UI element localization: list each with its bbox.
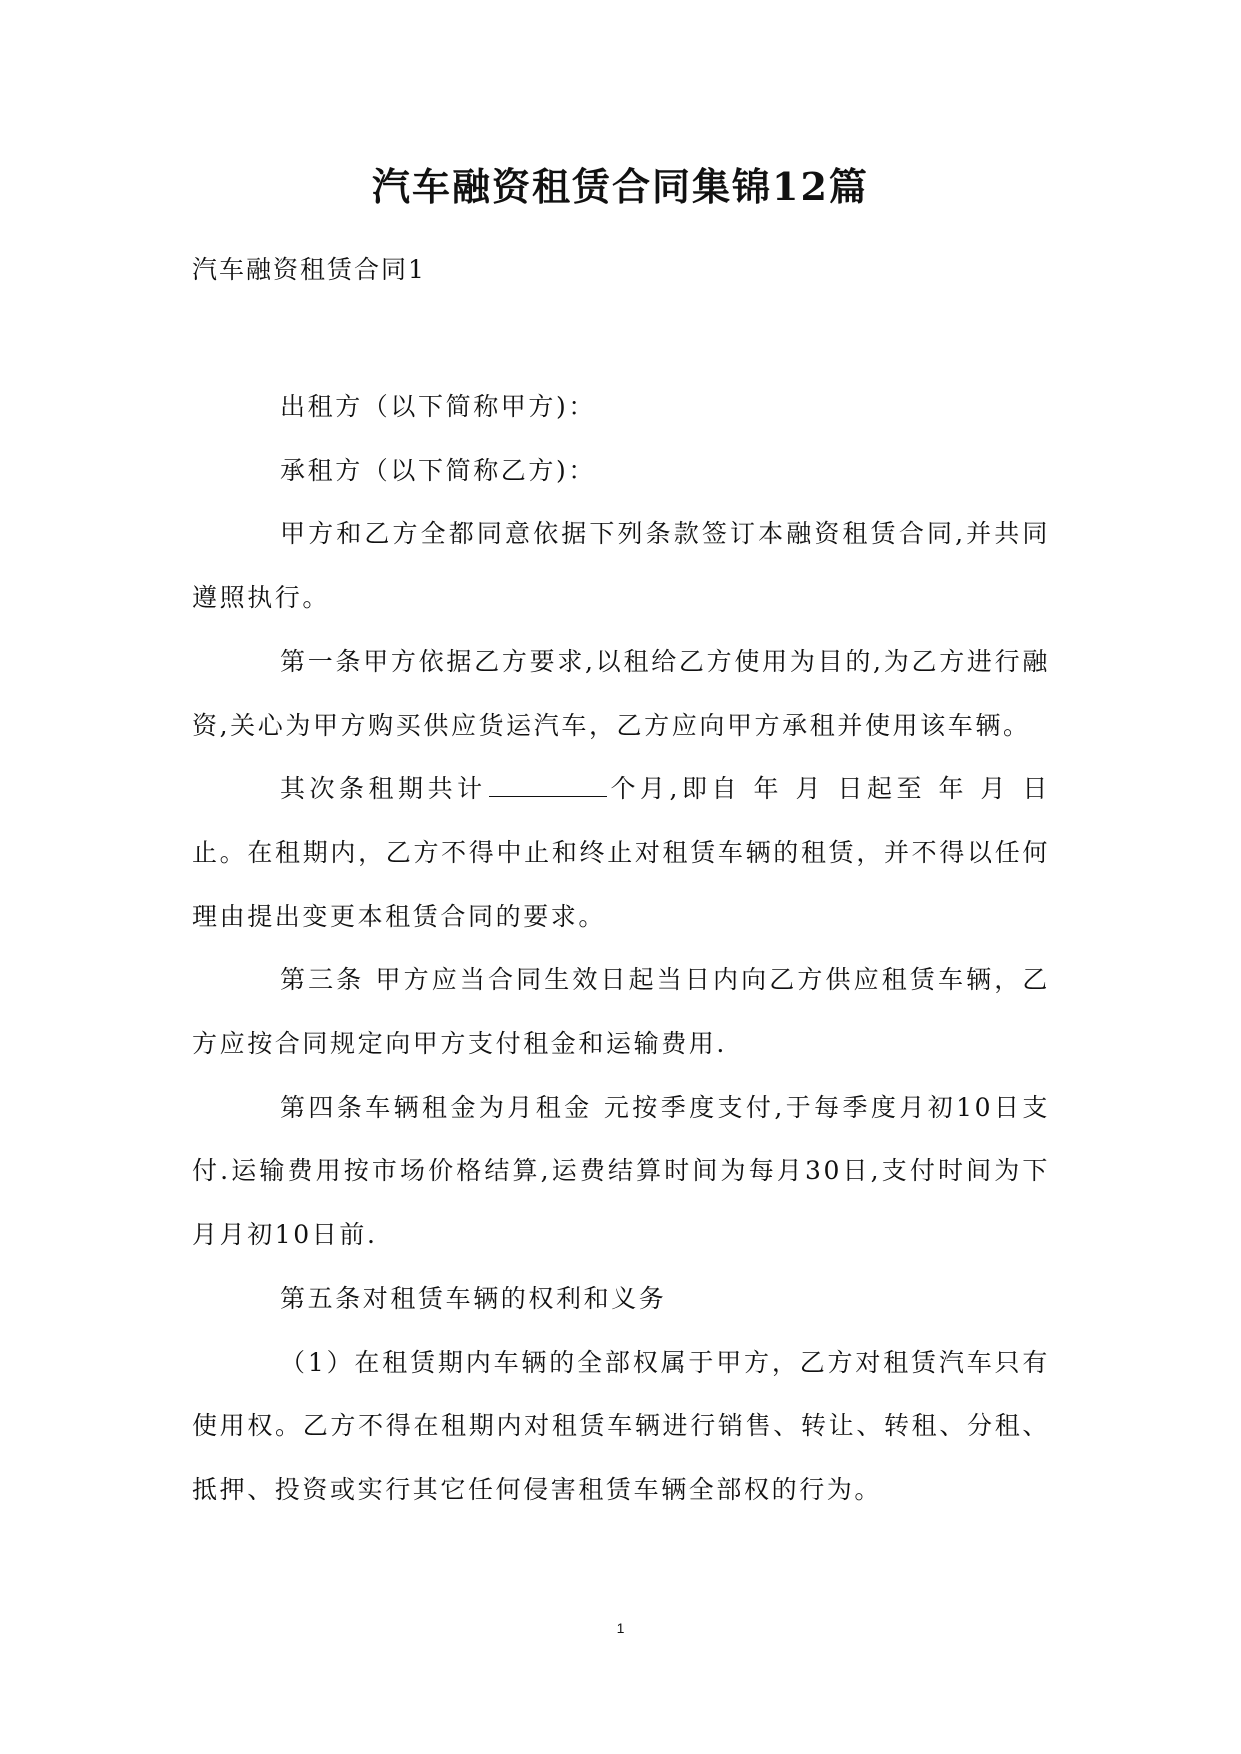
paragraph-clause-3: 第三条 甲方应当合同生效日起当日内向乙方供应租赁车辆，乙方应按合同规定向甲方支付租金和运输费用. — [192, 965, 1050, 1059]
contract-body — [192, 375, 1050, 1522]
document-title: 汽车融资租赁合同集锦12篇 — [372, 164, 869, 209]
clause-2-after-blank: 个月,即自 年 月 日起至 年 月 日止。在租期内，乙方不得中止和终止对租赁车辆的租赁，并不得以任何理由提出变更本租赁合同的要求。 — [192, 774, 1051, 931]
contract-subtitle: 汽车融资租赁合同1 — [192, 255, 426, 284]
paragraph-lessee: 承租方（以下简称乙方)： — [280, 455, 596, 485]
paragraph-clause-4: 第四条车辆租金为月租金 元按季度支付,于每季度月初10日支付.运输费用按市场价格结算,运费结算时间为每月30日,支付时间为下月月初10日前. — [192, 1092, 1050, 1250]
months-blank-line — [489, 774, 607, 797]
paragraph-lessor: 出租方（以下简称甲方)： — [280, 392, 596, 421]
paragraph-agreement: 甲方和乙方全都同意依据下列条款签订本融资租赁合同,并共同遵照执行。 — [192, 519, 1050, 613]
paragraph-clause-1: 第一条甲方依据乙方要求,以租给乙方使用为目的,为乙方进行融资,关心为甲方购买供应货运汽车，乙方应向甲方承租并使用该车辆。 — [192, 646, 1050, 740]
paragraph-clause-5-item-1: （1）在租赁期内车辆的全部权属于甲方，乙方对租赁汽车只有使用权。乙方不得在租期内对租赁车辆进行销售、转让、转租、分租、抵押、投资或实行其它任何侵害租赁车辆全部权的行为。 — [192, 1347, 1050, 1504]
paragraph-clause-5: 第五条对租赁车辆的权利和义务 — [280, 1283, 667, 1313]
paragraph-clause-2 — [192, 757, 1050, 948]
page-number: 1 — [616, 1620, 625, 1636]
clause-2-before-blank: 其次条租期共计 — [280, 774, 487, 804]
